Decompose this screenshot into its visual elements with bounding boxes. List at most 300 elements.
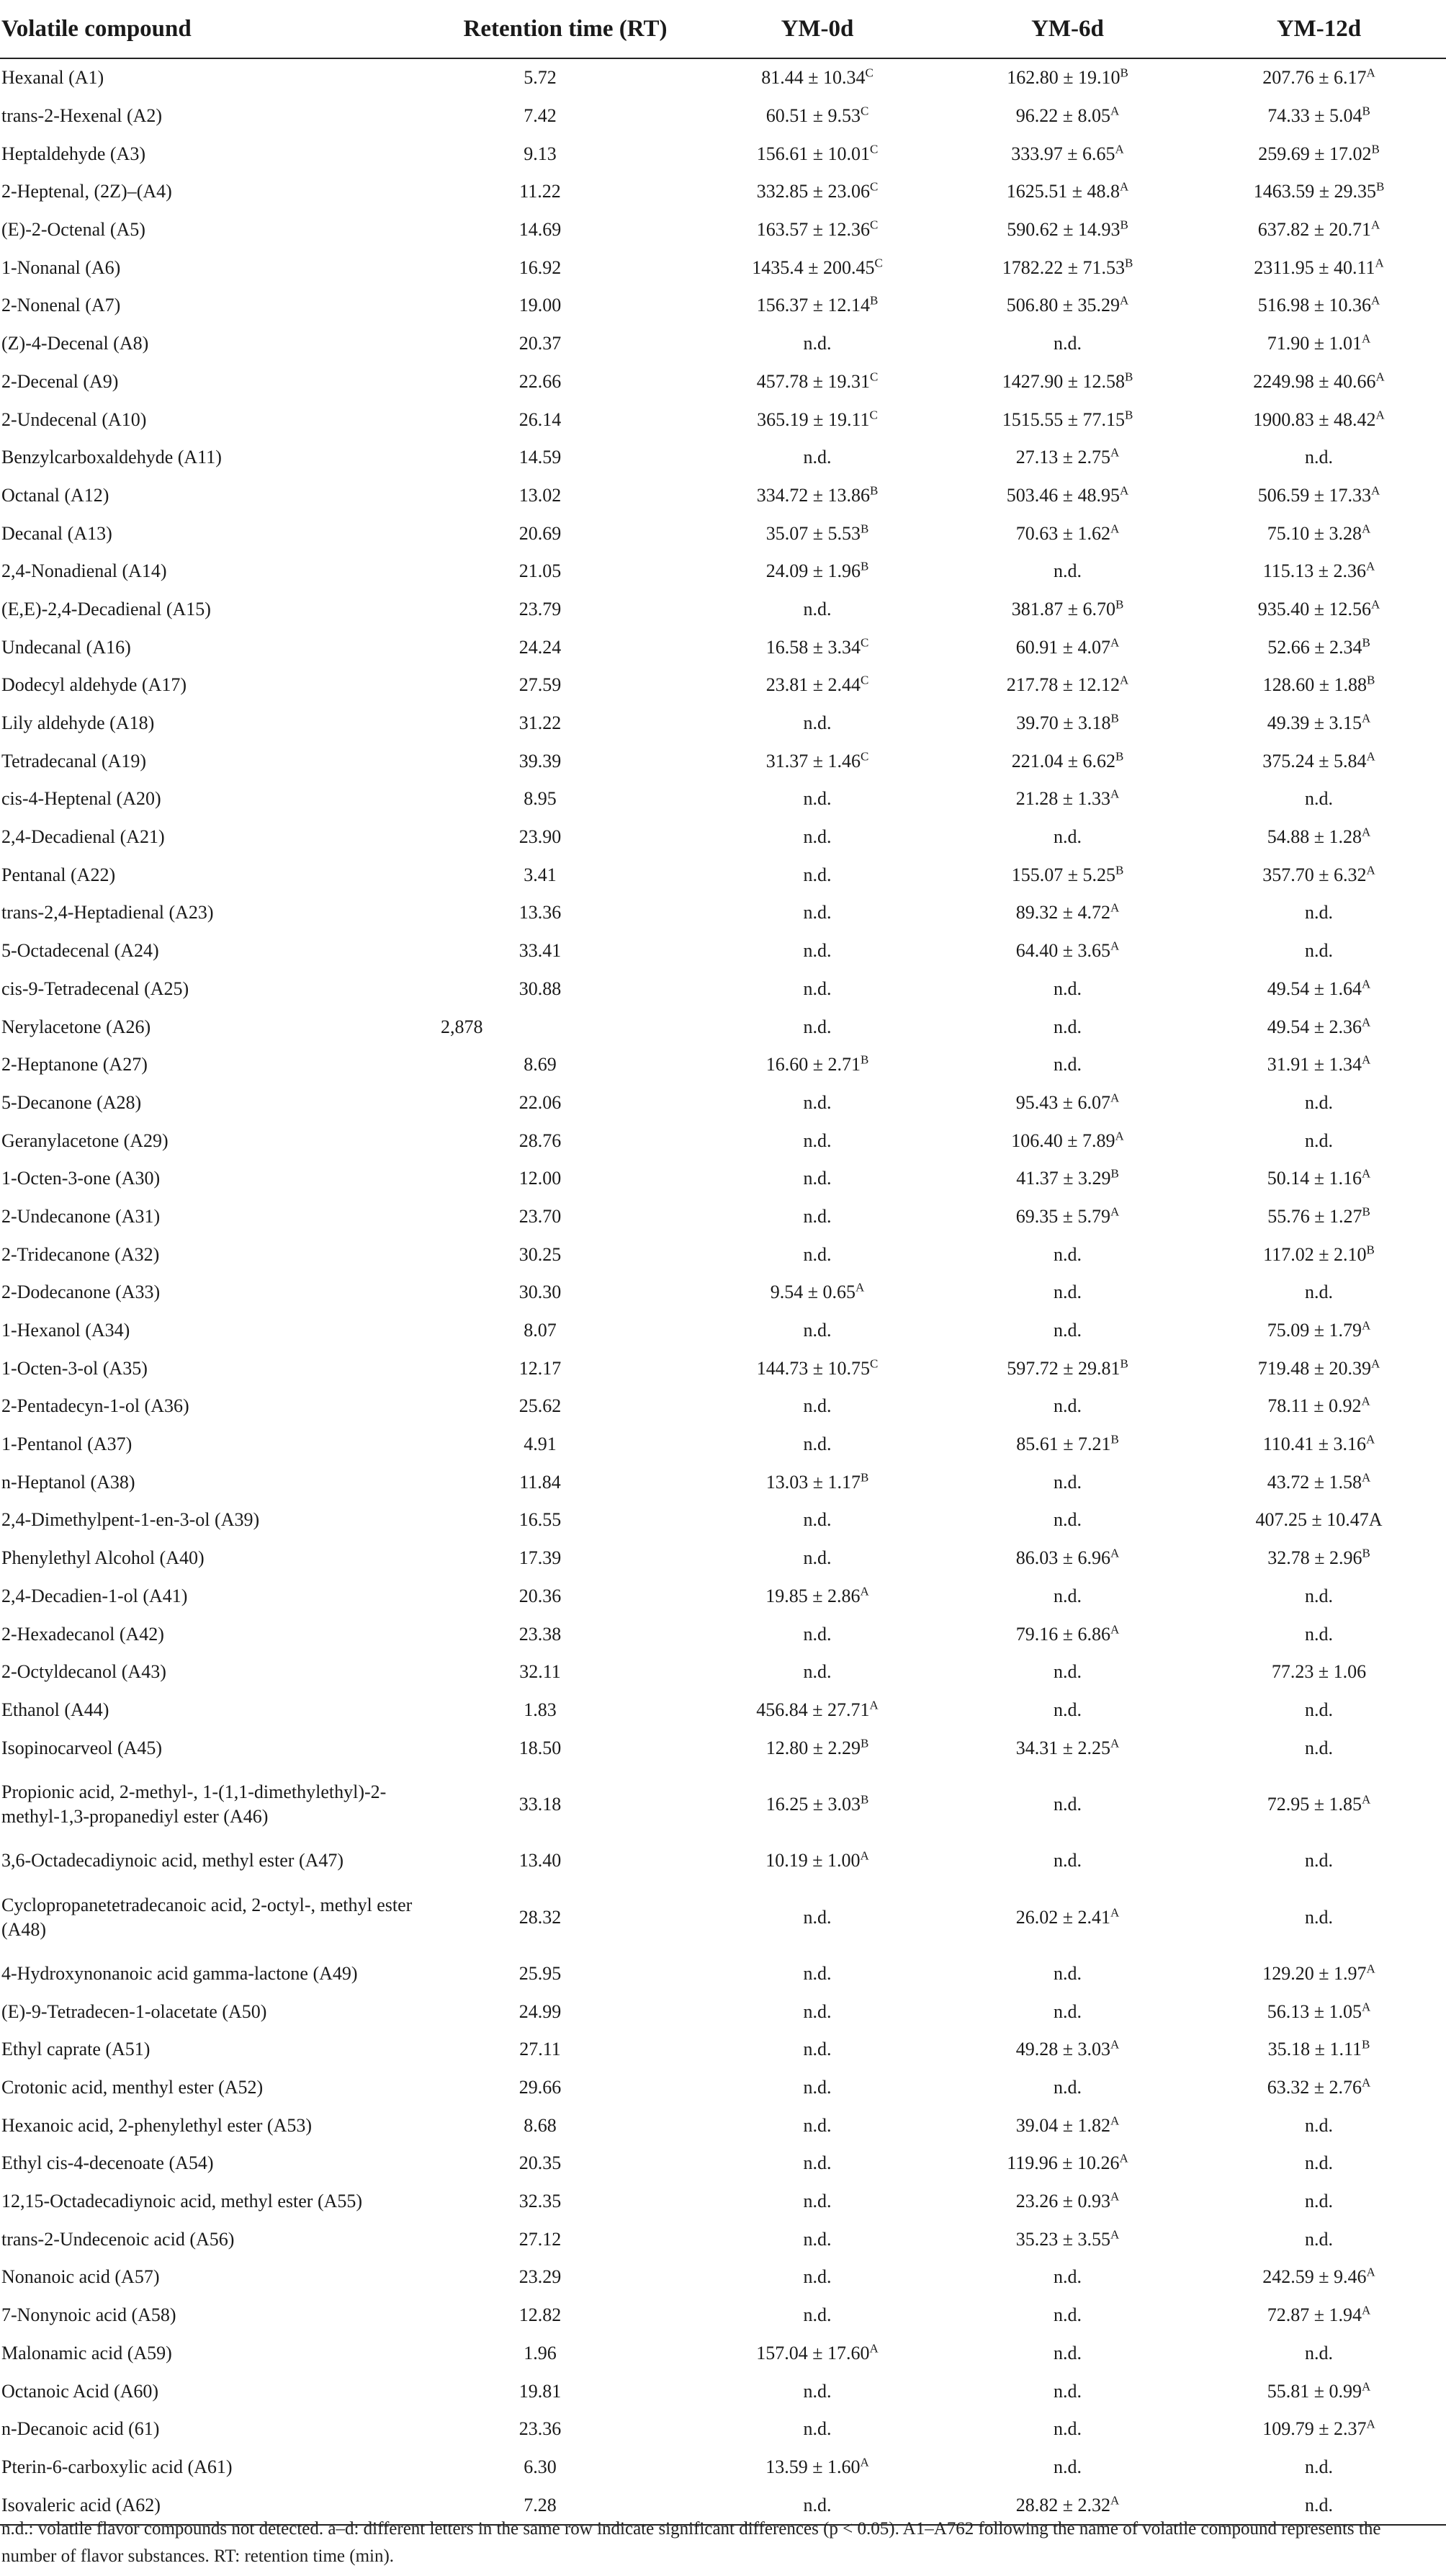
table-row	[0, 287, 1446, 325]
value-text: n.d.	[803, 2039, 832, 2060]
significance-letter: B	[1120, 1356, 1128, 1371]
value-cell-d12	[1192, 135, 1446, 173]
value-cell-d0	[691, 97, 943, 135]
compound-name-cell: 2,4-Dimethylpent-1-en-3-ol (A39)	[1, 1509, 260, 1531]
value-cell-d0	[691, 705, 943, 743]
table-row	[0, 553, 1446, 591]
value-text: n.d.	[803, 1395, 832, 1417]
value-text: n.d.	[1054, 2380, 1082, 2402]
value-text: 16.25 ± 3.03	[765, 1793, 861, 1815]
value-text: n.d.	[803, 2114, 832, 2136]
value-cell-d6	[943, 1122, 1192, 1160]
compound-name-cell: Tetradecanal (A19)	[1, 750, 147, 772]
value-text: n.d.	[803, 1661, 832, 1683]
value-text: 157.04 ± 17.60	[756, 2342, 870, 2363]
significance-letter: A	[869, 2341, 879, 2356]
value-cell-d0	[691, 2410, 943, 2448]
value-cell-d0	[691, 1463, 943, 1501]
value-cell-d6	[943, 477, 1192, 515]
table-row	[0, 932, 1446, 970]
value-text: n.d.	[1054, 1962, 1082, 1984]
significance-letter: B	[1115, 749, 1124, 764]
value-cell-d12	[1192, 58, 1446, 97]
retention-time-cell: 33.41	[518, 940, 562, 962]
compound-name-cell: Undecanal (A16)	[1, 636, 131, 658]
compound-name-cell: n-Decanoic acid (61)	[1, 2418, 160, 2440]
value-text: n.d.	[803, 978, 832, 999]
compound-name-cell: (E)-9-Tetradecen-1-olacetate (A50)	[1, 2000, 267, 2022]
retention-time-cell: 8.68	[524, 2114, 557, 2136]
significance-letter: B	[1361, 2037, 1370, 2052]
table-row	[0, 1653, 1446, 1691]
compound-name-cell: Heptaldehyde (A3)	[1, 143, 145, 164]
compound-name-cell: Decanal (A13)	[1, 522, 112, 544]
value-text: 35.23 ± 3.55	[1015, 2228, 1110, 2250]
value-cell-d0	[691, 1084, 943, 1122]
table-row	[0, 1729, 1446, 1767]
value-text: 334.72 ± 13.86	[756, 484, 870, 506]
value-cell-d12	[1192, 2069, 1446, 2107]
value-text: 75.10 ± 3.28	[1267, 522, 1362, 544]
compound-name-cell: 2-Heptenal, (2Z)–(A4)	[1, 181, 172, 202]
value-text: n.d.	[1305, 2228, 1333, 2250]
retention-time-cell: 14.59	[518, 447, 562, 468]
significance-letter: A	[1115, 142, 1124, 156]
significance-letter: C	[860, 673, 869, 687]
value-text: n.d.	[1305, 2342, 1333, 2363]
header-ym-0d: YM-0d	[691, 0, 943, 58]
compound-name-cell: 2,4-Decadien-1-ol (A41)	[1, 1585, 188, 1606]
value-text: 16.58 ± 3.34	[765, 636, 861, 658]
value-text: n.d.	[1054, 1054, 1082, 1075]
value-text: n.d.	[803, 2304, 832, 2326]
significance-letter: A	[1375, 370, 1385, 384]
significance-letter: B	[1110, 1432, 1119, 1446]
significance-letter: B	[1124, 370, 1133, 384]
value-cell-d0	[691, 553, 943, 591]
value-cell-d0	[691, 2258, 943, 2297]
value-cell-d12	[1192, 287, 1446, 325]
value-cell-d0	[691, 1615, 943, 1653]
significance-letter: A	[1362, 977, 1371, 991]
table-body	[0, 58, 1446, 2525]
value-cell-d0	[691, 514, 943, 553]
value-cell-d0	[691, 1198, 943, 1236]
compound-name-cell: Pentanal (A22)	[1, 864, 116, 885]
retention-time-cell: 24.24	[518, 636, 562, 658]
value-cell-d6	[943, 1274, 1192, 1312]
compound-name-cell: Benzylcarboxaldehyde (A11)	[1, 447, 222, 468]
table-row	[0, 1349, 1446, 1387]
table-row	[0, 477, 1446, 515]
value-text: 375.24 ± 5.84	[1262, 750, 1367, 772]
compound-name-cell: 3,6-Octadecadiynoic acid, methyl ester (A47)	[1, 1850, 344, 1871]
value-text: 333.97 ± 6.65	[1011, 143, 1115, 164]
compound-name-cell: Ethyl caprate (A51)	[1, 2039, 151, 2060]
significance-letter: A	[1362, 521, 1371, 535]
value-text: 590.62 ± 14.93	[1007, 219, 1121, 241]
value-text: 35.18 ± 1.11	[1267, 2039, 1362, 2060]
value-text: n.d.	[803, 1130, 832, 1151]
significance-letter: C	[869, 142, 879, 156]
significance-letter: A	[1362, 1318, 1371, 1333]
significance-letter: A	[1120, 293, 1129, 308]
significance-letter: B	[860, 1470, 869, 1485]
value-cell-d12	[1192, 97, 1446, 135]
value-text: n.d.	[1054, 333, 1082, 354]
value-text: n.d.	[803, 2152, 832, 2174]
value-cell-d12	[1192, 325, 1446, 363]
value-text: n.d.	[803, 1205, 832, 1227]
retention-time-cell: 22.66	[518, 370, 562, 392]
value-cell-d0	[691, 249, 943, 287]
compound-name-cell: 2-Undecenal (A10)	[1, 408, 147, 430]
retention-time-cell: 12.82	[518, 2304, 562, 2326]
value-cell-d12	[1192, 1880, 1446, 1955]
retention-time-cell: 28.32	[518, 1906, 562, 1928]
value-cell-d0	[691, 211, 943, 249]
value-text: 52.66 ± 2.34	[1267, 636, 1362, 658]
significance-letter: A	[1110, 1091, 1120, 1105]
value-cell-d6	[943, 2183, 1192, 2221]
compound-name-cell: Hexanoic acid, 2-phenylethyl ester (A53)	[1, 2114, 313, 2136]
retention-time-cell: 23.90	[518, 826, 562, 848]
value-text: n.d.	[803, 2380, 832, 2402]
value-text: n.d.	[803, 2077, 832, 2098]
value-text: 128.60 ± 1.88	[1262, 674, 1367, 696]
retention-time-cell: 13.36	[518, 902, 562, 923]
value-cell-d6	[943, 2220, 1192, 2258]
table-row	[0, 1008, 1446, 1046]
value-cell-d0	[691, 477, 943, 515]
significance-letter: C	[869, 179, 879, 194]
value-text: n.d.	[1305, 1130, 1333, 1151]
significance-letter: B	[1115, 863, 1124, 877]
value-cell-d0	[691, 818, 943, 857]
compound-name-cell: 2-Undecanone (A31)	[1, 1205, 161, 1227]
compound-name-cell: Malonamic acid (A59)	[1, 2342, 172, 2363]
significance-letter: B	[860, 1052, 869, 1067]
significance-letter: A	[1375, 256, 1384, 270]
value-text: 503.46 ± 48.95	[1006, 484, 1120, 506]
value-cell-d6	[943, 1387, 1192, 1426]
table-row	[0, 1691, 1446, 1730]
value-cell-d6	[943, 818, 1192, 857]
value-text: n.d.	[1054, 1509, 1082, 1531]
significance-letter: B	[1124, 407, 1133, 421]
value-cell-d6	[943, 1880, 1192, 1955]
value-cell-d0	[691, 58, 943, 97]
value-text: 56.13 ± 1.05	[1267, 2000, 1362, 2022]
value-cell-d6	[943, 666, 1192, 705]
compound-name-cell: 4-Hydroxynonanoic acid gamma-lactone (A49)	[1, 1962, 358, 1984]
value-cell-d12	[1192, 591, 1446, 629]
value-text: 63.32 ± 2.76	[1267, 2077, 1362, 2098]
value-cell-d6	[943, 325, 1192, 363]
value-text: n.d.	[803, 1243, 832, 1265]
value-cell-d12	[1192, 705, 1446, 743]
compound-name-cell: Ethanol (A44)	[1, 1699, 109, 1720]
retention-time-cell: 7.28	[439, 2486, 691, 2525]
compound-name-cell: cis-4-Heptenal (A20)	[1, 788, 161, 810]
compound-name-cell: 2,4-Decadienal (A21)	[1, 826, 165, 848]
table-row	[0, 401, 1446, 439]
value-text: n.d.	[1054, 978, 1082, 999]
value-text: n.d.	[803, 826, 832, 848]
table-row	[0, 1046, 1446, 1084]
value-text: n.d.	[1305, 1906, 1333, 1928]
significance-letter: B	[860, 1792, 869, 1807]
compound-name-cell: 1-Nonanal (A6)	[1, 256, 121, 278]
value-cell-d6	[943, 1729, 1192, 1767]
significance-letter: A	[1110, 1622, 1120, 1636]
significance-letter: C	[869, 1356, 879, 1371]
significance-letter: B	[869, 293, 879, 308]
significance-letter: A	[1115, 1128, 1124, 1142]
value-cell-d6	[943, 173, 1192, 211]
value-text: 12.80 ± 2.29	[765, 1737, 861, 1758]
significance-letter: B	[1124, 256, 1133, 270]
value-cell-d0	[691, 1501, 943, 1539]
value-text: n.d.	[803, 333, 832, 354]
value-cell-d0	[691, 1578, 943, 1616]
value-cell-d12	[1192, 1084, 1446, 1122]
value-text: 85.61 ± 7.21	[1016, 1434, 1111, 1455]
significance-letter: A	[1366, 863, 1375, 877]
value-text: 31.37 ± 1.46	[765, 750, 861, 772]
compound-name-cell: 1-Hexanol (A34)	[1, 1320, 130, 1341]
significance-letter: B	[1366, 1243, 1375, 1256]
value-text: 332.85 ± 23.06	[756, 181, 870, 202]
significance-letter: B	[1375, 179, 1385, 194]
significance-letter: C	[860, 104, 869, 118]
value-text: 1435.4 ± 200.45	[752, 256, 875, 278]
significance-letter: B	[1371, 142, 1380, 156]
significance-letter: A	[1371, 218, 1380, 232]
value-cell-d6	[943, 1235, 1192, 1274]
value-text: n.d.	[1054, 826, 1082, 848]
retention-time-cell: 3.41	[524, 864, 557, 885]
value-cell-d12	[1192, 1046, 1446, 1084]
compound-name-cell: Pterin-6-carboxylic acid (A61)	[1, 2456, 233, 2477]
value-text: 16.60 ± 2.71	[765, 1054, 861, 1075]
value-cell-d12	[1192, 970, 1446, 1009]
value-cell-d6	[943, 1008, 1192, 1046]
significance-letter: B	[1362, 104, 1370, 118]
compound-name-cell: Lily aldehyde (A18)	[1, 712, 155, 734]
value-text: 78.11 ± 0.92	[1267, 1395, 1362, 1417]
value-cell-d6	[943, 1084, 1192, 1122]
value-cell-d12	[1192, 1198, 1446, 1236]
significance-letter: B	[860, 1735, 869, 1750]
retention-time-cell: 5.72	[524, 67, 557, 89]
compound-name-cell: 2-Nonenal (A7)	[1, 295, 121, 316]
value-cell-d12	[1192, 1312, 1446, 1350]
value-text: 81.44 ± 10.34	[761, 67, 866, 89]
value-text: n.d.	[1305, 940, 1333, 962]
value-cell-d12	[1192, 1426, 1446, 1464]
value-text: 259.69 ± 17.02	[1258, 143, 1372, 164]
significance-letter: A	[1371, 1356, 1380, 1371]
retention-time-cell: 25.95	[518, 1962, 562, 1984]
value-text: n.d.	[803, 712, 832, 734]
value-text: n.d.	[803, 1547, 832, 1569]
table-row	[0, 1880, 1446, 1955]
value-text: n.d.	[803, 2494, 832, 2515]
significance-letter: A	[1371, 597, 1380, 612]
value-cell-d12	[1192, 2183, 1446, 2221]
value-cell-d6	[943, 932, 1192, 970]
value-cell-d6	[943, 1160, 1192, 1198]
value-cell-d0	[691, 666, 943, 705]
significance-letter: A	[1375, 407, 1385, 421]
significance-letter: A	[869, 1698, 879, 1712]
compound-name-cell: 7-Nonynoic acid (A58)	[1, 2304, 176, 2326]
value-cell-d6	[943, 2258, 1192, 2297]
value-text: n.d.	[1054, 1585, 1082, 1606]
value-cell-d0	[691, 1008, 943, 1046]
value-text: n.d.	[803, 1623, 832, 1645]
retention-time-cell: 14.69	[518, 219, 562, 241]
value-cell-d6	[943, 1198, 1192, 1236]
retention-time-cell: 31.22	[518, 712, 562, 734]
value-cell-d6	[943, 514, 1192, 553]
value-text: 39.70 ± 3.18	[1016, 712, 1111, 734]
compound-name-cell: trans-2,4-Heptadienal (A23)	[1, 902, 214, 923]
value-cell-d12	[1192, 2410, 1446, 2448]
significance-letter: B	[1115, 597, 1124, 612]
value-text: 19.85 ± 2.86	[765, 1585, 861, 1606]
retention-time-cell: 30.25	[518, 1243, 562, 1265]
significance-letter: A	[1362, 711, 1371, 725]
compound-name-cell: (E)-2-Octenal (A5)	[1, 219, 145, 241]
value-text: 129.20 ± 1.97	[1262, 1962, 1367, 1984]
compound-name-cell: 2-Octyldecanol (A43)	[1, 1661, 166, 1683]
value-cell-d0	[691, 439, 943, 477]
value-text: 69.35 ± 5.79	[1015, 1205, 1110, 1227]
value-text: n.d.	[803, 788, 832, 810]
compound-name-cell: Geranylacetone (A29)	[1, 1130, 169, 1151]
table-row	[0, 780, 1446, 818]
value-cell-d6	[943, 1046, 1192, 1084]
value-cell-d0	[691, 401, 943, 439]
value-text: 21.28 ± 1.33	[1015, 788, 1110, 810]
significance-letter: A	[1110, 635, 1120, 649]
retention-time-cell: 20.69	[518, 522, 562, 544]
value-text: n.d.	[1054, 1243, 1082, 1265]
significance-letter: A	[1362, 1792, 1371, 1807]
value-text: 23.26 ± 0.93	[1015, 2191, 1110, 2212]
retention-time-cell: 16.55	[518, 1509, 562, 1531]
table-row	[0, 173, 1446, 211]
value-cell-d6	[943, 211, 1192, 249]
value-cell-d6	[943, 1578, 1192, 1616]
value-cell-d0	[691, 1691, 943, 1730]
significance-letter: A	[1362, 1014, 1371, 1029]
significance-letter: A	[1366, 1432, 1375, 1446]
value-cell-d12	[1192, 249, 1446, 287]
table-row	[0, 856, 1446, 894]
value-cell-d0	[691, 1767, 943, 1842]
compound-name-cell: Hexanal (A1)	[1, 67, 104, 89]
table-row	[0, 628, 1446, 666]
retention-time-cell: 39.39	[518, 750, 562, 772]
value-text: n.d.	[803, 1091, 832, 1113]
value-cell-d0	[691, 2106, 943, 2145]
value-cell-d6	[943, 856, 1192, 894]
significance-letter: A	[1110, 1204, 1120, 1219]
value-cell-d0	[691, 2183, 943, 2221]
significance-letter: B	[1362, 1546, 1370, 1560]
value-text: 365.19 ± 19.11	[757, 408, 870, 430]
retention-time-cell: 30.88	[518, 978, 562, 999]
value-text: 49.28 ± 3.03	[1015, 2039, 1110, 2060]
value-text: 516.98 ± 10.36	[1257, 295, 1371, 316]
value-cell-d6	[943, 1615, 1192, 1653]
significance-letter: A	[1120, 483, 1129, 498]
compound-name-cell: Octanal (A12)	[1, 484, 109, 506]
significance-letter: A	[1110, 2492, 1120, 2507]
value-cell-d12	[1192, 514, 1446, 553]
table-row	[0, 2220, 1446, 2258]
retention-time-cell: 12.17	[518, 1357, 562, 1379]
compound-name-cell: Propionic acid, 2-methyl-, 1-(1,1-dimethylethyl)-2-methyl-1,3-propanediyl ester (A46)	[1, 1781, 387, 1827]
compound-name-cell: Ethyl cis-4-decenoate (A54)	[1, 2152, 214, 2174]
significance-letter: A	[1110, 521, 1120, 535]
value-cell-d6	[943, 2031, 1192, 2069]
significance-letter: C	[874, 256, 883, 270]
retention-time-cell: 1.96	[524, 2342, 557, 2363]
value-cell-d6	[943, 401, 1192, 439]
value-cell-d12	[1192, 1463, 1446, 1501]
value-cell-d6	[943, 2335, 1192, 2373]
significance-letter: A	[1110, 2114, 1120, 2128]
value-text: 26.02 ± 2.41	[1015, 1906, 1110, 1928]
table-row	[0, 135, 1446, 173]
table-row	[0, 211, 1446, 249]
significance-letter: A	[1366, 2265, 1375, 2279]
value-cell-d12	[1192, 439, 1446, 477]
header-ym-6d: YM-6d	[943, 0, 1192, 58]
value-cell-d6	[943, 1312, 1192, 1350]
compound-name-cell: 2-Hexadecanol (A42)	[1, 1623, 164, 1645]
value-cell-d0	[691, 1539, 943, 1578]
value-text: 86.03 ± 6.96	[1015, 1547, 1110, 1569]
value-cell-d0	[691, 742, 943, 780]
retention-time-cell: 23.38	[518, 1623, 562, 1645]
value-cell-d0	[691, 1993, 943, 2031]
significance-letter: A	[1362, 331, 1371, 346]
value-text: n.d.	[1054, 1320, 1082, 1341]
value-cell-d12	[1192, 1274, 1446, 1312]
retention-time-cell: 32.35	[518, 2191, 562, 2212]
retention-time-cell: 4.91	[524, 1434, 557, 1455]
significance-letter: B	[1110, 711, 1119, 725]
value-text: n.d.	[803, 447, 832, 468]
value-text: 117.02 ± 2.10	[1263, 1243, 1367, 1265]
value-text: 109.79 ± 2.37	[1262, 2418, 1367, 2440]
value-text: 77.23 ± 1.06	[1271, 1661, 1367, 1683]
value-cell-d6	[943, 2145, 1192, 2183]
value-text: n.d.	[803, 1962, 832, 1984]
value-text: 60.91 ± 4.07	[1015, 636, 1110, 658]
value-text: 1625.51 ± 48.8	[1006, 181, 1120, 202]
significance-letter: B	[1110, 1166, 1119, 1181]
significance-letter: A	[1110, 2037, 1120, 2052]
header-volatile-compound: Volatile compound	[0, 0, 439, 58]
value-text: 72.95 ± 1.85	[1267, 1793, 1362, 1815]
value-cell-d0	[691, 2031, 943, 2069]
